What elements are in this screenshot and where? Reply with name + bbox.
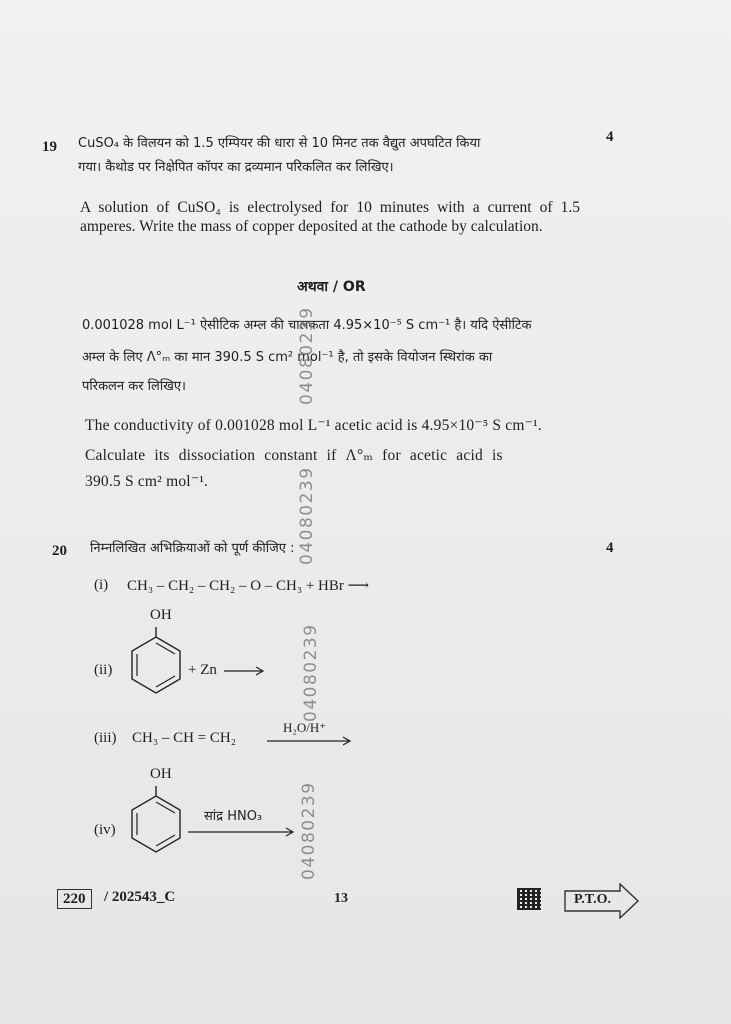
or-divider: अथवा / OR (297, 279, 366, 295)
q19-alt-hindi-line1: 0.001028 mol L⁻¹ ऐसीटिक अम्ल की चालकता 4.95×10⁻⁵ S cm⁻¹ है। यदि ऐसीटिक (82, 318, 532, 333)
watermark-lower: 04080239 (299, 781, 319, 880)
benzene-ring-iv (128, 786, 184, 856)
pto-label: P.T.O. (574, 892, 611, 907)
q19-hindi-line1: CuSO₄ के विलयन को 1.5 एम्पियर की धारा से 10 मिनट तक वैद्युत अपघटित किया (78, 136, 481, 151)
q19-english: A solution of CuSO₄ is electrolysed for 10 minutes with a current of 1.5 amperes. Write the mass of copper deposited at the cathode by calculation. (80, 199, 580, 235)
paper-set-code: / 202543_C (104, 889, 176, 905)
q19-hindi-line2: गया। कैथोड पर निक्षेपित कॉपर का द्रव्यमान परिकलित कर लिखिए। (78, 160, 394, 175)
reaction-arrow-iii (267, 734, 353, 748)
part-ii-oh: OH (150, 607, 172, 623)
part-iii-reagent: H₂O/H⁺ (283, 720, 327, 735)
question-19-number: 19 (42, 139, 57, 155)
q19-alt-hindi-line3: परिकलन कर लिखिए। (82, 379, 186, 394)
part-i-label: (i) (94, 577, 109, 593)
part-iv-label: (iv) (94, 822, 116, 838)
watermark-top: 04080239 (297, 306, 317, 405)
page-number: 13 (334, 891, 348, 906)
watermark-upper: 04080239 (297, 466, 317, 565)
part-iii-equation: CH₃ – CH = CH₂ (132, 730, 236, 746)
question-20-marks: 4 (606, 540, 614, 556)
q19-alt-english-line1: The conductivity of 0.001028 mol L⁻¹ acetic acid is 4.95×10⁻⁵ S cm⁻¹. (85, 417, 542, 434)
q19-alt-english-line3: 390.5 S cm² mol⁻¹. (85, 473, 209, 490)
benzene-ring-ii (128, 627, 184, 697)
q19-alt-hindi-line2: अम्ल के लिए Λ°ₘ का मान 390.5 S cm² mol⁻¹ है, तो इसके वियोजन स्थिरांक का (82, 350, 493, 365)
pto-badge (564, 883, 640, 924)
qr-code-icon (517, 888, 541, 910)
part-iv-reagent: सांद्र HNO₃ (204, 809, 263, 824)
watermark-middle: 04080239 (301, 623, 321, 722)
part-iv-oh: OH (150, 766, 172, 782)
part-iii-label: (iii) (94, 730, 117, 746)
reaction-arrow-iv (188, 825, 296, 839)
question-20-number: 20 (52, 543, 67, 559)
q20-hindi: निम्नलिखित अभिक्रियाओं को पूर्ण कीजिए : (90, 541, 295, 556)
reaction-arrow-ii (224, 664, 266, 678)
part-i-equation: CH₃ – CH₂ – CH₂ – O – CH₃ + HBr ⟶ (127, 578, 370, 594)
paper-code-box: 220 (57, 889, 92, 909)
q19-alt-english-line2: Calculate its dissociation constant if Λ°ₘ for acetic acid is (85, 447, 503, 464)
question-19-marks: 4 (606, 129, 614, 145)
part-ii-label: (ii) (94, 662, 113, 678)
part-ii-reagent: + Zn (188, 662, 217, 678)
